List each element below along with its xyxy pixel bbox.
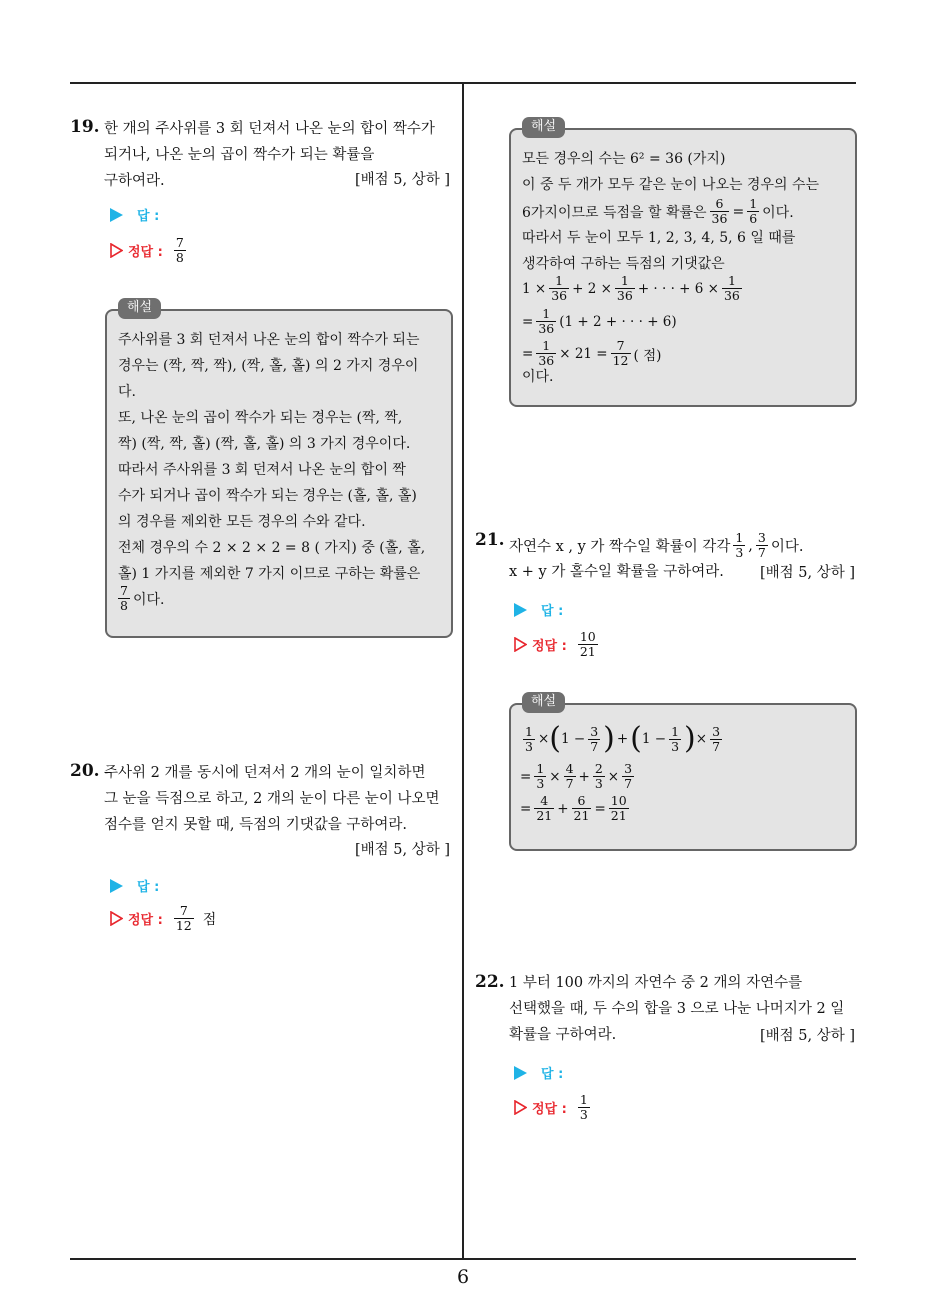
math-line: = $\frac{1}{3}$ × $\frac{4}{7}$ + $\frac{2}{3}$ × $\frac{3}{7}$ [520,761,633,791]
fraction: $\frac{3}{7}$ [590,723,599,754]
fraction: $\frac{1}{36}$ [616,273,633,303]
math-line: 1 × $\frac{1}{36}$ + 2 × $\frac{1}{36}$ + · · · + 6 × $\frac{1}{36}$ [522,273,740,303]
fraction: $\frac{1}{36}$ [538,338,555,368]
explanation-final: $\frac{7}{8}$ 이다. [120,583,165,613]
correct-label: 정답 : [128,913,163,928]
explanation-tag: 해설 [522,692,565,713]
correct-answer-line [110,236,189,265]
fraction: $\frac{1}{3}$ [735,530,744,560]
fraction: $\frac{7}{12}$ [612,338,629,368]
question-20-text: 주사위 2 개를 동시에 던져서 2 개의 눈이 일치하면 그 눈을 득점으로 하고, 2 개의 눈이 다른 눈이 나오면 점수를 얻지 못할 때, 득점의 기댓값을 구하여라. [104,765,440,833]
explanation-end: 이다. [522,369,554,385]
question-21-line1: 자연수 x , y 가 짝수일 확률이 각각 $\frac{1}{3}$ , $\frac{3}{7}$ 이다. [509,530,804,560]
play-triangle-icon [514,603,527,617]
outline-triangle-icon [110,243,123,258]
fraction: $\frac{7}{12}$ [175,903,192,933]
fraction: $\frac{1}{3}$ [579,1092,588,1122]
question-meta: [배점 5, 상하 ] [355,172,451,188]
column-divider [462,83,464,1259]
answer-line [514,1063,563,1082]
correct-label: 정답 : [532,1102,567,1117]
question-line: 구하여라. [104,173,165,189]
fraction: $\frac{7}{8}$ [120,583,128,613]
answer-label: 답 : [137,209,160,224]
correct-answer-line [514,1093,593,1122]
correct-label: 정답 : [128,245,163,260]
outline-triangle-icon [110,911,123,926]
outline-triangle-icon [514,1100,527,1115]
explanation-text: 모든 경우의 수는 6² = 36 (가지) 이 중 두 개가 모두 같은 눈이 나오는 경우의 수는 [522,151,820,193]
play-triangle-icon [110,879,123,893]
explanation-tag: 해설 [118,298,161,319]
fraction: $\frac{10}{21}$ [610,793,627,823]
fraction: $\frac{1}{36}$ [723,273,740,303]
fraction: $\frac{3}{7}$ [624,761,633,791]
fraction: $\frac{6}{21}$ [573,793,590,823]
fraction: $\frac{1}{6}$ [749,196,758,226]
bottom-rule [70,1258,856,1260]
explanation-text: 따라서 두 눈이 모두 1, 2, 3, 4, 5, 6 일 때를 생각하여 구하는 득점의 기댓값은 [522,230,796,272]
outline-triangle-icon [514,637,527,652]
question-meta: [배점 5, 상하 ] [760,565,856,581]
explanation-line: 6가지이므로 득점을 할 확률은 $\frac{6}{36}$ = $\frac{1}{6}$ 이다. [522,196,794,226]
question-meta: [배점 5, 상하 ] [355,842,451,858]
fraction: $\frac{2}{3}$ [594,761,603,791]
question-22-text: 1 부터 100 까지의 자연수 중 2 개의 자연수를 선택했을 때, 두 수의 합을 3 으로 나눈 나머지가 2 일 확률을 구하여라. [509,975,845,1043]
fraction: $\frac{4}{7}$ [565,761,574,791]
answer-line [110,876,159,895]
answer-label: 답 : [541,1067,564,1082]
fraction: $\frac{6}{36}$ [711,196,728,226]
page-number: 6 [456,1266,470,1288]
answer-label: 답 : [541,604,564,619]
explanation-text: 주사위를 3 회 던져서 나온 눈의 합이 짝수가 되는 경우는 (짝, 짝, 짝), (짝, 홀, 홀) 의 2 가지 경우이 다. 또, 나온 눈의 곱이 짝수가 되는 경우는 (짝, 짝, 짝) (짝, 짝, 홀) (짝, 홀, 홀) 의 3 가지 경우이다. 따라서 주사위를 3 회 던져서 나온 눈의 합이 짝 수가 되거나 곱이 짝수가 되는 경우는 (홀, 홀, 홀) 의 경우를 제외한 모든 경우의 수와 같다. 전체 경우의 수 2 × 2 × 2 = 8 ( 가지) 중 (홀, 홀, 홀) 1 가지를 제외한 7 가지 이므로 구하는 확률은 [118,332,426,582]
math-line: = $\frac{1}{36}$ (1 + 2 + · · · + 6) [522,306,677,336]
correct-answer-line [514,630,601,659]
fraction: $\frac{10}{21}$ [579,629,596,659]
fraction: $\frac{1}{3}$ [536,761,545,791]
fraction: $\frac{3}{7}$ [757,530,766,560]
fraction: $\frac{4}{21}$ [536,793,553,823]
question-number-20: 20. [70,761,100,781]
math-line: = $\frac{4}{21}$ + $\frac{6}{21}$ = $\frac{10}{21}$ [520,793,627,823]
correct-label: 정답 : [532,639,567,654]
fraction: $\frac{1}{36}$ [551,273,568,303]
answer-line [514,600,563,619]
math-line: $\frac{1}{3}$ × ( 1 − $\frac{3}{7}$ ) + ( 1 − $\frac{1}{3}$ ) × $\frac{3}{7}$ [525,721,721,756]
question-number-22: 22. [475,972,505,992]
math-line: = $\frac{1}{36}$ × 21 = $\frac{7}{12}$ ( 점) [522,338,662,368]
correct-answer-line: 정답 : $\frac{7}{12}$ 점 [110,904,216,933]
play-triangle-icon [514,1066,527,1080]
fraction: $\frac{7}{8}$ [175,235,184,265]
explanation-tag: 해설 [522,117,565,138]
fraction: $\frac{1}{36}$ [538,306,555,336]
answer-line [110,205,159,224]
question-number-19: 19. [70,117,100,137]
play-triangle-icon [110,208,123,222]
fraction: $\frac{1}{3}$ [671,723,680,754]
question-21-line2: x + y 가 홀수일 확률을 구하여라. [509,564,724,580]
question-meta: [배점 5, 상하 ] [760,1028,856,1044]
question-line: 되거나, 나온 눈의 곱이 짝수가 되는 확률을 [104,147,375,163]
fraction: $\frac{1}{3}$ [525,723,533,754]
fraction: $\frac{3}{7}$ [712,723,721,754]
question-number-21: 21. [475,530,505,550]
question-line: 한 개의 주사위를 3 회 던져서 나온 눈의 합이 짝수가 [104,121,435,137]
answer-label: 답 : [137,880,160,895]
